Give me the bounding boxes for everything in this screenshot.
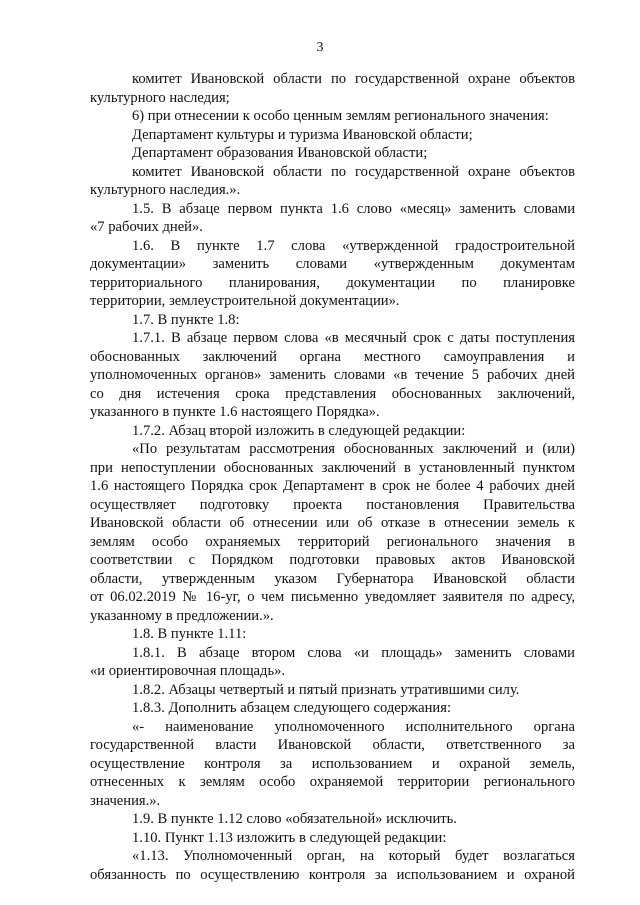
text-line: при непоступлении обоснованных заключений в установленный пунктом [90,459,575,476]
page-number: 3 [316,40,324,55]
text-line: Департамент культуры и туризма Ивановской области; [132,126,473,143]
text-line: уполномоченных органов» заменить словами «в течение 5 рабочих дней [90,367,575,383]
text-line: территориального планирования, документации по планировке [90,274,575,291]
text-line: отнесенных к землям особо охраняемой территории регионального [90,774,575,790]
text-line: комитет Ивановской области по государственной охране объектов [132,163,575,180]
text-line: землям особо охраняемых территорий регионального значения в [90,533,575,550]
text-line: территории, землеустроительной документации». [90,293,400,309]
text-line: 1.8.2. Абзацы четвертый и пятый признать утратившими силу. [132,681,520,698]
text-line: значения.». [90,792,161,809]
text-line: 1.9. В пункте 1.12 слово «обязательной» исключить. [132,811,457,827]
text-line: культурного наследия.». [90,182,241,198]
document-body [90,70,575,884]
text-line: 1.5. В абзаце первом пункта 1.6 слово «месяц» заменить словами [132,200,575,217]
text-line: указанному в предложении.». [90,607,274,624]
text-line: 1.7. В пункте 1.8: [132,311,240,328]
text-line: соответствии с Порядком подготовки правовых актов Ивановской [90,552,575,568]
text-line: со дня истечения срока представления обоснованных заключений, [90,385,575,402]
text-line: Ивановской области об отнесении или об отказе в отнесении земель к [90,515,575,531]
text-line: «7 рабочих дней». [90,219,203,235]
text-line: 1.10. Пункт 1.13 изложить в следующей редакции: [132,829,447,846]
text-line: 6) при отнесении к особо ценным землям регионального значения: [132,108,549,124]
text-line: «- наименование уполномоченного исполнительного органа [132,718,575,735]
text-line: 1.8.3. Дополнить абзацем следующего содержания: [132,700,452,716]
text-line: 1.6. В пункте 1.7 слова «утвержденной градостроительной [132,237,575,254]
text-line: осуществляет подготовку проекта постановления Правительства [90,496,575,513]
text-line: осуществление контроля за использованием и охраной земель, [90,755,575,772]
text-line: культурного наследия; [90,89,230,106]
text-line: указанного в пункте 1.6 настоящего Порядка». [90,404,380,420]
text-line: 1.7.1. В абзаце первом слова «в месячный срок с даты поступления [132,330,575,346]
text-line: обязанность по осуществлению контроля за использованием и охраной [90,866,575,883]
text-line: от 06.02.2019 № 16-уг, о чем письменно уведомляет заявителя по адресу, [90,589,575,605]
text-line: 1.7.2. Абзац второй изложить в следующей редакции: [132,422,466,439]
text-line: «1.13. Уполномоченный орган, на который будет возлагаться [132,848,575,864]
text-line: документации» заменить словами «утвержденным документам [90,256,575,272]
text-line: комитет Ивановской области по государственной охране объектов [132,71,575,87]
text-line: Департамент образования Ивановской области; [132,145,428,161]
text-line: обоснованных заключений органа местного самоуправления и [90,348,575,365]
text-line: государственной власти Ивановской области, ответственного за [90,737,575,753]
text-line: 1.8.1. В абзаце втором слова «и площадь» заменить словами [132,644,575,661]
text-line: 1.6 настоящего Порядка срок Департамент в срок не более 4 рабочих дней [90,478,575,494]
text-line: «и ориентировочная площадь». [90,663,286,679]
text-line: 1.8. В пункте 1.11: [132,626,247,642]
text-line: «По результатам рассмотрения обоснованных заключений и (или) [132,441,575,457]
text-line: области, утвержденным указом Губернатора Ивановской области [90,570,575,587]
